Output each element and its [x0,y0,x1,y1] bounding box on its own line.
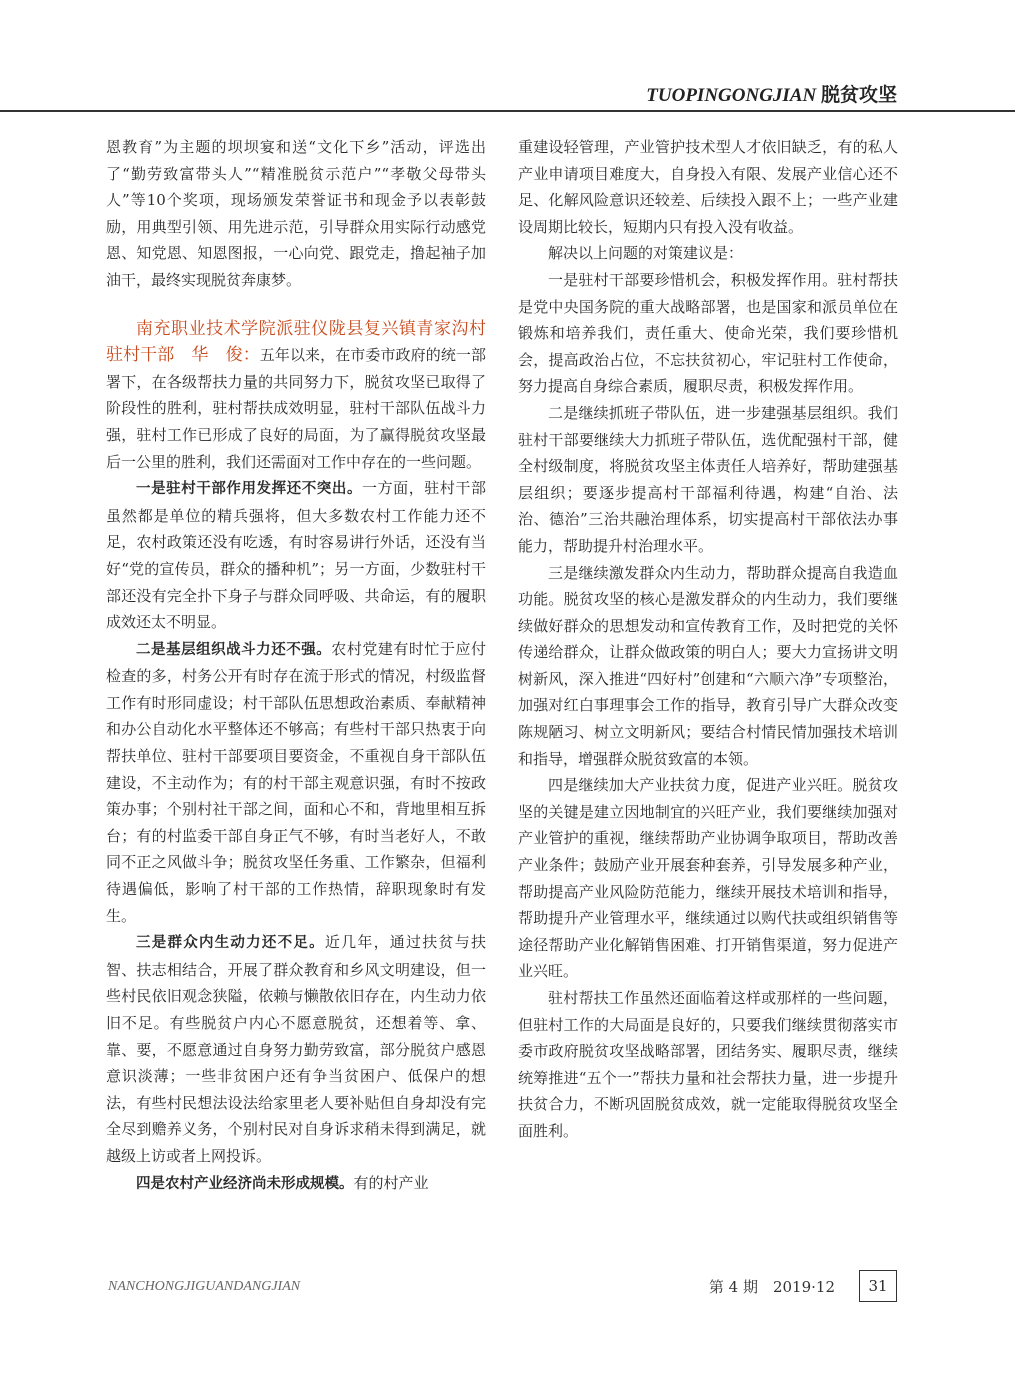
issue-info: 第 4 期 2019·12 [708,1278,835,1296]
left-column [106,134,486,1197]
speaker-heading: 南充职业技术学院派驻仪陇县复兴镇青家沟村驻村干部 华 俊： [106,318,486,366]
paragraph: 四是继续加大产业扶贫力度，促进产业兴旺。脱贫攻坚的关键是建立因地制宜的兴旺产业，我们要继续加强对产业管护的重视，继续帮助产业协调争取项目，帮助改善产业条件；鼓励产业开展套种套养，引导发展多种产业，帮助提高产业风险防范能力，继续开展技术培训和指导，帮助提升产业管理水平，继续通过以购代扶或组织销售等途径帮助产业化解销售困难、打开销售渠道，努力促进产业兴旺。 [518,776,898,981]
paragraph: 三是继续激发群众内生动力，帮助群众提高自我造血功能。脱贫攻坚的核心是激发群众的内生动力，我们要继续做好群众的思想发动和宣传教育工作，及时把党的关怀传递给群众，让群众做政策的明白人；要大力宣扬讲文明树新风，深入推进“四好村”创建和“六顺六净”专项整治，加强对红白事理事会工作的指导，教育引导广大群众改变陈规陋习、树立文明新风；要结合村情民情加强技术培训和指导，增强群众脱贫致富的本领。 [518,563,898,768]
paragraph-speaker: 南充职业技术学院派驻仪陇县复兴镇青家沟村驻村干部 华 俊：五年以来，在市委市政府的统一部署下，在各级帮扶力量的共同努力下，脱贫攻坚已取得了阶段性的胜利，驻村帮扶成效明显，驻村干部队伍战斗力强，驻村工作已形成了良好的局面，为了赢得脱贫攻坚最后一公里的胜利，我们还需面对工作中存在的一些问题。 [106,318,486,471]
header-rule [0,110,1015,112]
journal-name: NANCHONGJIGUANDANGJIAN [108,1279,301,1294]
paragraph: 四是农村产业经济尚未形成规模。有的村产业 [136,1173,429,1192]
paragraph: 重建设轻管理，产业管护技术型人才依旧缺乏，有的私人产业申请项目难度大，自身投入有限、发展产业信心还不足、化解风险意识还较差、后续投入跟不上；一些产业建设周期比较长，短期内只有投入没有收益。 [518,138,898,236]
paragraph: 解决以上问题的对策建议是： [548,244,744,263]
running-header [646,80,897,107]
paragraph: 恩教育”为主题的坝坝宴和送“文化下乡”活动，评选出了“勤劳致富带头人”“精准脱贫示范户”“孝敬父母带头人”等10个奖项，现场颁发荣誉证书和现金予以表彰鼓励，用典型引领、用先进示范，引导群众用实际行动感党恩、知党恩、知恩图报，一心向党、跟党走，撸起袖子加油干，最终实现脱贫奔康梦。 [106,138,486,289]
paragraph: 一是驻村干部要珍惜机会，积极发挥作用。驻村帮扶是党中央国务院的重大战略部署，也是国家和派员单位在锻炼和培养我们，责任重大、使命光荣，我们要珍惜机会，提高政治占位，不忘扶贫初心，牢记驻村工作使命，努力提高自身综合素质，履职尽责，积极发挥作用。 [518,270,898,396]
header-cn: 脱贫攻坚 [820,85,897,106]
paragraph: 二是基层组织战斗力还不强。农村党建有时忙于应付检查的多，村务公开有时存在流于形式的情况，村级监督工作有时形同虚设；村干部队伍思想政治素质、奉献精神和办公自动化水平整体还不够高；有些村干部只热衷于向帮扶单位、驻村干部要项目要资金，不重视自身干部队伍建设，不主动作为；有的村干部主观意识强，有时不按政策办事；个别村社干部之间，面和心不和，背地里相互拆台；有的村监委干部自身正气不够，有时当老好人，不敢同不正之风做斗争；脱贫攻坚任务重、工作繁杂，但福利待遇偏低，影响了村干部的工作热情，辞职现象时有发生。 [106,639,486,925]
paragraph: 一是驻村干部作用发挥还不突出。一方面，驻村干部虽然都是单位的精兵强将，但大多数农村工作能力还不足，农村政策还没有吃透，有时容易讲行外话，还没有当好“党的宣传员，群众的播种机”；另一方面，少数驻村干部还没有完全扑下身子与群众同呼吸、共命运，有的履职成效还太不明显。 [106,479,486,632]
page-number: 31 [859,1270,897,1302]
paragraph: 驻村帮扶工作虽然还面临着这样或那样的一些问题，但驻村工作的大局面是良好的，只要我们继续贯彻落实市委市政府脱贫攻坚战略部署，团结务实、履职尽责，继续统筹推进“五个一”帮扶力量和社会帮扶力量，进一步提升扶贫合力，不断巩固脱贫成效，就一定能取得脱贫攻坚全面胜利。 [518,989,898,1140]
paragraph: 二是继续抓班子带队伍，进一步建强基层组织。我们驻村干部要继续大力抓班子带队伍，选优配强村干部，健全村级制度，将脱贫攻坚主体责任人培养好，帮助建强基层组织；要逐步提高村干部福利待遇，构建“自治、法治、德治”三治共融治理体系，切实提高村干部依法办事能力，帮助提升村治理水平。 [518,403,898,555]
right-column [518,134,898,1145]
header-latin: TUOPINGONGJIAN [646,85,817,106]
paragraph: 三是群众内生动力还不足。近几年，通过扶贫与扶智、扶志相结合，开展了群众教育和乡风文明建设，但一些村民依旧观念狭隘，依赖与懒散依旧存在，内生动力依旧不足。有些脱贫户内心不愿意脱贫，还想着等、拿、靠、要，不愿意通过自身努力勤劳致富，部分脱贫户感恩意识淡薄；一些非贫困户还有争当贫困户、低保户的想法，有些村民想法设法给家里老人要补贴但自身却没有完全尽到赡养义务，个别村民对自身诉求稍未得到满足，就越级上访或者上网投诉。 [106,933,486,1165]
